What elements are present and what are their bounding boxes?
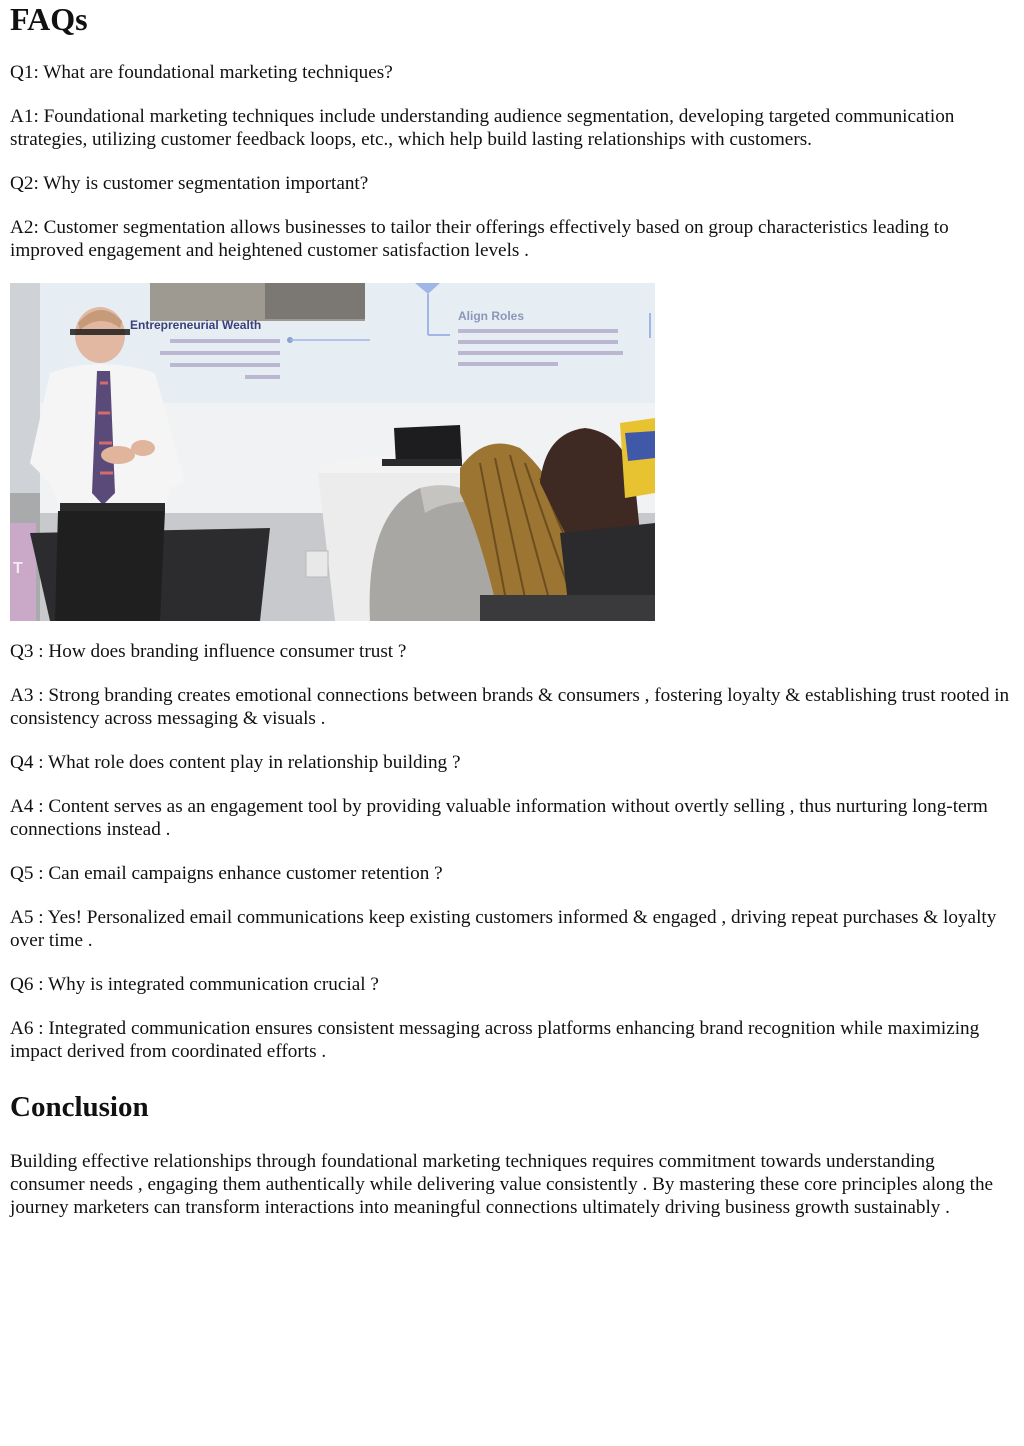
- faq-question-2: Q2: Why is customer segmentation important?: [10, 173, 369, 194]
- faq-answer-6: A6 : Integrated communication ensures consistent messaging across platforms enhancing brand recognition while maximizing impact derived from coordinated efforts .: [10, 1018, 980, 1062]
- slide-heading-left: Entrepreneurial Wealth: [130, 318, 262, 332]
- svg-text:T: T: [13, 560, 23, 577]
- slide-heading-right: Align Roles: [458, 309, 525, 323]
- faq-question-1: Q1: What are foundational marketing techniques?: [10, 62, 393, 83]
- faq-answer-4: A4 : Content serves as an engagement tool by providing valuable information without overtly selling , thus nurturing long-term connections instead .: [10, 796, 988, 840]
- faq-answer-1: A1: Foundational marketing techniques include understanding audience segmentation, developing targeted communication strategies, utilizing customer feedback loops, etc., which help build lasting relationships with customers.: [10, 106, 955, 150]
- faq-question-4: Q4 : What role does content play in relationship building ?: [10, 752, 461, 773]
- faq-question-6: Q6 : Why is integrated communication crucial ?: [10, 974, 379, 995]
- faq-answer-3: A3 : Strong branding creates emotional connections between brands & consumers , fostering loyalty & establishing trust rooted in consistency across messaging & visuals .: [10, 685, 1010, 729]
- conclusion-heading: Conclusion: [10, 1091, 149, 1123]
- page-title: FAQs: [10, 1, 88, 37]
- presentation-photo: [10, 283, 655, 621]
- conclusion-text: Building effective relationships through foundational marketing techniques requires commitment towards understanding consumer needs , engaging them authentically while delivering value consistently . By mastering these core principles along the journey marketers can transform interactions into meaningful connections ultimately driving business growth sustainably .: [10, 1151, 994, 1218]
- faq-question-5: Q5 : Can email campaigns enhance customer retention ?: [10, 863, 443, 884]
- faq-answer-2: A2: Customer segmentation allows businesses to tailor their offerings effectively based on group characteristics leading to improved engagement and heightened customer satisfaction levels .: [10, 217, 949, 261]
- faq-question-3: Q3 : How does branding influence consumer trust ?: [10, 641, 407, 662]
- faq-answer-5: A5 : Yes! Personalized email communications keep existing customers informed & engaged , driving repeat purchases & loyalty over time .: [10, 907, 997, 951]
